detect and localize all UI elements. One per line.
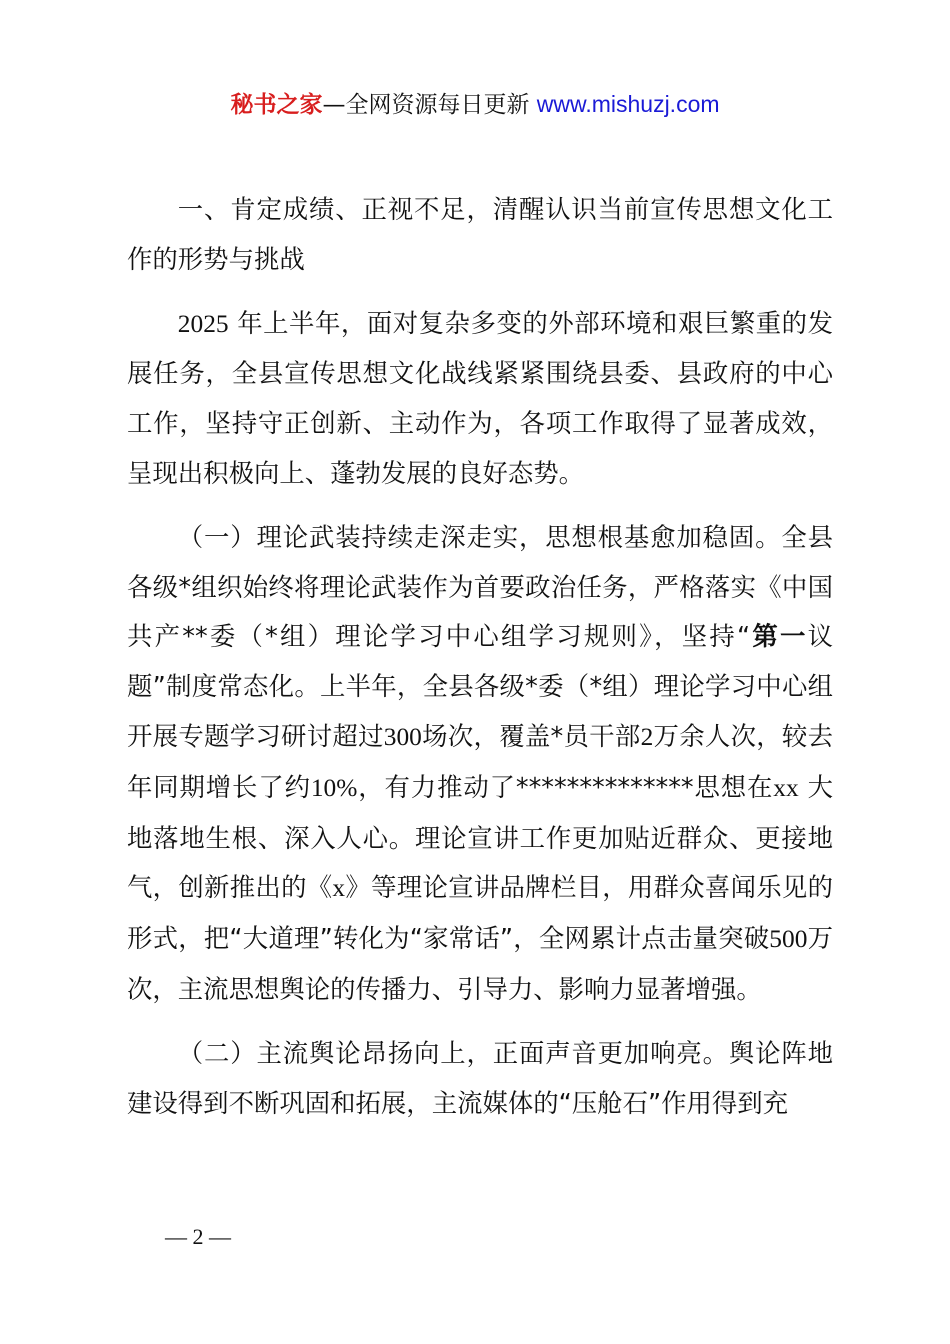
- point-one-text-g: 》等理论宣讲品牌栏目，用群众喜闻乐见的形式，把“大道理”转化为“家常话”，全网累计点击量突破: [127, 872, 834, 954]
- intro-text: 年上半年，面对复杂多变的外部环境和艰巨繁重的发展任务，全县宣传思想文化战线紧紧围绕县委、县政府的中心工作，坚持守正创新、主动作为，各项工作取得了显著成效，呈现出积极向上、蓬勃发展的良好态势。: [127, 307, 833, 488]
- site-header: [0, 86, 950, 123]
- site-brand: 秘书之家: [230, 92, 323, 118]
- site-tagline: —全网资源每日更新: [322, 92, 530, 118]
- growth-percent: 10%: [310, 773, 358, 802]
- point-one-text-h: 万次，主流思想舆论的传播力、引导力、影响力显著增强。: [127, 923, 833, 1004]
- site-url-link[interactable]: www.mishuzj.com: [536, 91, 720, 117]
- point-one-paragraph: [127, 513, 833, 1015]
- place-placeholder: xx: [773, 773, 799, 802]
- bold-phrase: 第一: [750, 621, 808, 652]
- click-count: 500: [769, 925, 808, 954]
- column-placeholder: x: [332, 874, 346, 903]
- year-number: 2025: [177, 309, 229, 338]
- count-people: 2: [640, 722, 654, 751]
- point-one-text-b: 议题”制度常态化。上半年，全县各级*委（*组）理论学习中心组开展专题学习研讨超过: [127, 621, 833, 751]
- point-two-paragraph: （二）主流舆论昂扬向上，正面声音更加响亮。舆论阵地建设得到不断巩固和拓展，主流媒体的“压舱石”作用得到充: [127, 1037, 833, 1118]
- point-one-text-e: ，有力推动了**************思想在: [357, 771, 774, 802]
- point-one-text-a: （一）理论武装持续走深走实，思想根基愈加稳固。全县各级*组织始终将理论武装作为首要政治任务，严格落实《中国共产**委（*组）理论学习中心组学习规则》，坚持“: [127, 521, 833, 652]
- document-body: [127, 185, 833, 1128]
- intro-paragraph: [127, 299, 833, 499]
- point-one-text-d: 万余人次，较去年同期增长了约: [127, 720, 834, 802]
- count-sessions: 300: [383, 722, 422, 751]
- page-number: — 2 —: [165, 1224, 231, 1249]
- section-heading: 一、肯定成绩、正视不足，清醒认识当前宣传思想文化工作的形势与挑战: [127, 194, 833, 274]
- point-one-text-c: 场次，覆盖*员干部: [421, 720, 641, 751]
- point-one-text-f: 大地落地生根、深入人心。理论宣讲工作更加贴近群众、更接地气，创新推出的《: [127, 771, 834, 903]
